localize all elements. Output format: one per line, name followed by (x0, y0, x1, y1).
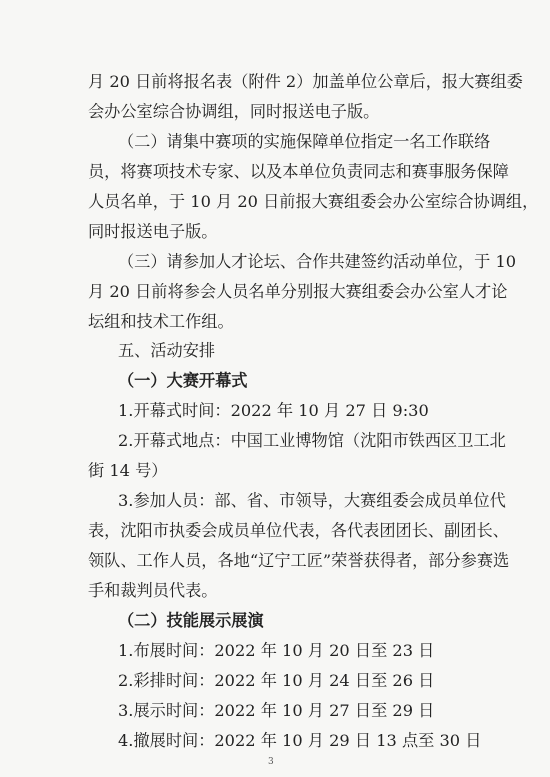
paragraph-line: 手和裁判员代表。 (88, 581, 218, 600)
paragraph-line: 2.彩排时间：2022 年 10 月 24 日至 26 日 (118, 671, 435, 690)
paragraph-line: 1.布展时间：2022 年 10 月 20 日至 23 日 (118, 641, 435, 660)
paragraph-line: 2.开幕式地点：中国工业博物馆（沈阳市铁西区卫工北 (118, 431, 506, 450)
paragraph-line: 人员名单，于 10 月 20 日前报大赛组委会办公室综合协调组， (88, 192, 539, 211)
paragraph-line: 坛组和技术工作组。 (88, 312, 234, 331)
paragraph-line: 街 14 号） (88, 461, 168, 480)
subsection-heading: （一）大赛开幕式 (118, 371, 248, 390)
page-number: 3 (268, 757, 274, 767)
paragraph-line: 会办公室综合协调组，同时报送电子版。 (88, 102, 380, 121)
paragraph-line: 3.参加人员：部、省、市领导，大赛组委会成员单位代 (118, 491, 506, 510)
paragraph-line: 月 20 日前将参会人员名单分别报大赛组委会办公室人才论 (88, 282, 508, 301)
paragraph-line: 月 20 日前将报名表（附件 2）加盖单位公章后，报大赛组委 (88, 72, 523, 91)
paragraph-line: 表，沈阳市执委会成员单位代表，各代表团团长、副团长、 (88, 521, 509, 540)
paragraph-line: （三）请参加人才论坛、合作共建签约活动单位，于 10 (118, 252, 517, 271)
paragraph-line: 同时报送电子版。 (88, 222, 218, 241)
paragraph-line: 4.撤展时间：2022 年 10 月 29 日 13 点至 30 日 (118, 731, 482, 750)
paragraph-line: （二）请集中赛项的实施保障单位指定一名工作联络 (118, 132, 491, 151)
subsection-heading: （二）技能展示展演 (118, 611, 264, 630)
section-heading: 五、活动安排 (118, 341, 216, 360)
paragraph-line: 1.开幕式时间：2022 年 10 月 27 日 9:30 (118, 401, 429, 420)
paragraph-line: 3.展示时间：2022 年 10 月 27 日至 29 日 (118, 701, 435, 720)
paragraph-line: 领队、工作人员，各地“辽宁工匠”荣誉获得者，部分参赛选 (88, 551, 510, 570)
paragraph-line: 员，将赛项技术专家、以及本单位负责同志和赛事服务保障 (88, 162, 509, 181)
